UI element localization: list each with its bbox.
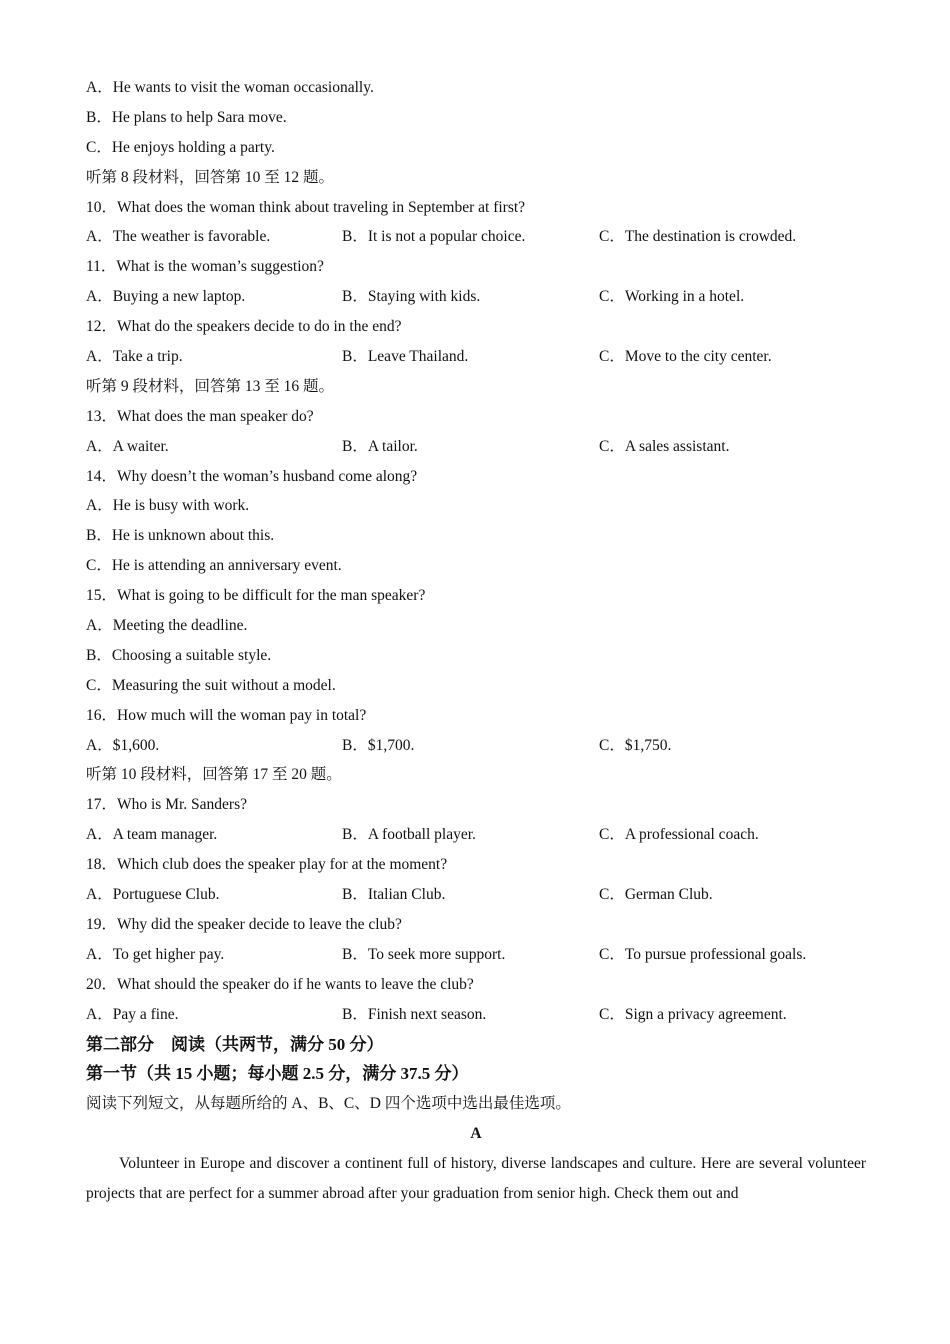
option-a: A．To get higher pay. xyxy=(86,945,225,963)
option-c: C．Move to the city center. xyxy=(599,348,772,366)
options-row-18 xyxy=(86,880,866,910)
option-b: B．To seek more support. xyxy=(342,945,506,963)
option-a: A．A team manager. xyxy=(86,826,218,844)
option-c: C．To pursue professional goals. xyxy=(599,945,807,963)
section-title: 第一节（共 15 小题；每小题 2.5 分，满分 37.5 分） xyxy=(86,1064,469,1084)
options-row-19 xyxy=(86,940,866,970)
option-b: B．Leave Thailand. xyxy=(342,348,469,366)
option-c: C．Working in a hotel. xyxy=(599,288,745,306)
option-b: B．It is not a popular choice. xyxy=(342,228,526,246)
question-18: 18．Which club does the speaker play for at the moment? xyxy=(86,856,448,874)
option-b: B．$1,700. xyxy=(342,736,415,754)
instruction: 阅读下列短文，从每题所给的 A、B、C、D 四个选项中选出最佳选项。 xyxy=(86,1095,571,1113)
option-a: A．He is busy with work. xyxy=(86,497,250,515)
options-row-12 xyxy=(86,342,866,372)
group-heading-9: 听第 9 段材料，回答第 13 至 16 题。 xyxy=(86,377,335,395)
question-19: 19．Why did the speaker decide to leave the club? xyxy=(86,915,402,933)
option-a: A．Meeting the deadline. xyxy=(86,617,248,635)
option-b: B．A tailor. xyxy=(342,437,418,455)
option-b: B．Choosing a suitable style. xyxy=(86,646,272,664)
option-b: B．He is unknown about this. xyxy=(86,527,275,545)
option-c: C．He is attending an anniversary event. xyxy=(86,557,342,575)
group-heading-10: 听第 10 段材料，回答第 17 至 20 题。 xyxy=(86,766,342,784)
option-a: A．Portuguese Club. xyxy=(86,886,220,904)
option-b: B．A football player. xyxy=(342,826,476,844)
option-c: C．Measuring the suit without a model. xyxy=(86,676,336,694)
options-row-13 xyxy=(86,432,866,462)
option-b: B．Staying with kids. xyxy=(342,288,481,306)
option-c: C．A professional coach. xyxy=(599,826,759,844)
passage-label: A xyxy=(470,1125,482,1143)
part-title: 第二部分 阅读（共两节，满分 50 分） xyxy=(86,1034,384,1054)
option-c: C．The destination is crowded. xyxy=(599,228,797,246)
option-b: B．Finish next season. xyxy=(342,1005,487,1023)
question-16: 16．How much will the woman pay in total? xyxy=(86,706,367,724)
exam-page xyxy=(86,73,866,1209)
options-row-16 xyxy=(86,731,866,761)
question-15: 15．What is going to be difficult for the man speaker? xyxy=(86,587,426,605)
option-a: A．$1,600. xyxy=(86,736,160,754)
option-b: B．Italian Club. xyxy=(342,886,446,904)
options-row-11 xyxy=(86,282,866,312)
options-row-17 xyxy=(86,820,866,850)
option-a: A．Take a trip. xyxy=(86,348,183,366)
option-a: A．The weather is favorable. xyxy=(86,228,271,246)
group-heading-8: 听第 8 段材料，回答第 10 至 12 题。 xyxy=(86,168,335,186)
option-line: A．He wants to visit the woman occasionally. xyxy=(86,79,374,96)
question-20: 20．What should the speaker do if he wants to leave the club? xyxy=(86,975,474,993)
option-a: A．Pay a fine. xyxy=(86,1005,179,1023)
option-c: C．Sign a privacy agreement. xyxy=(599,1005,787,1023)
question-11: 11．What is the woman’s suggestion? xyxy=(86,258,324,276)
option-c: C．$1,750. xyxy=(599,736,672,754)
question-17: 17．Who is Mr. Sanders? xyxy=(86,796,248,814)
option-line: B．He plans to help Sara move. xyxy=(86,108,287,126)
question-14: 14．Why doesn’t the woman’s husband come along? xyxy=(86,467,418,485)
options-row-10 xyxy=(86,222,866,252)
option-a: A．Buying a new laptop. xyxy=(86,288,246,306)
option-line: C．He enjoys holding a party. xyxy=(86,138,275,156)
passage-text: Volunteer in Europe and discover a continent full of history, diverse landscapes and culture. Here are several volunteer projects that are perfect for a summer abroad after your graduation from senior high. Check them out and xyxy=(86,1155,866,1202)
question-10: 10．What does the woman think about traveling in September at first? xyxy=(86,198,526,216)
question-13: 13．What does the man speaker do? xyxy=(86,407,314,425)
option-a: A．A waiter. xyxy=(86,437,169,455)
option-c: C．A sales assistant. xyxy=(599,437,730,455)
question-12: 12．What do the speakers decide to do in the end? xyxy=(86,318,402,336)
option-c: C．German Club. xyxy=(599,886,713,904)
options-row-20 xyxy=(86,1000,866,1030)
